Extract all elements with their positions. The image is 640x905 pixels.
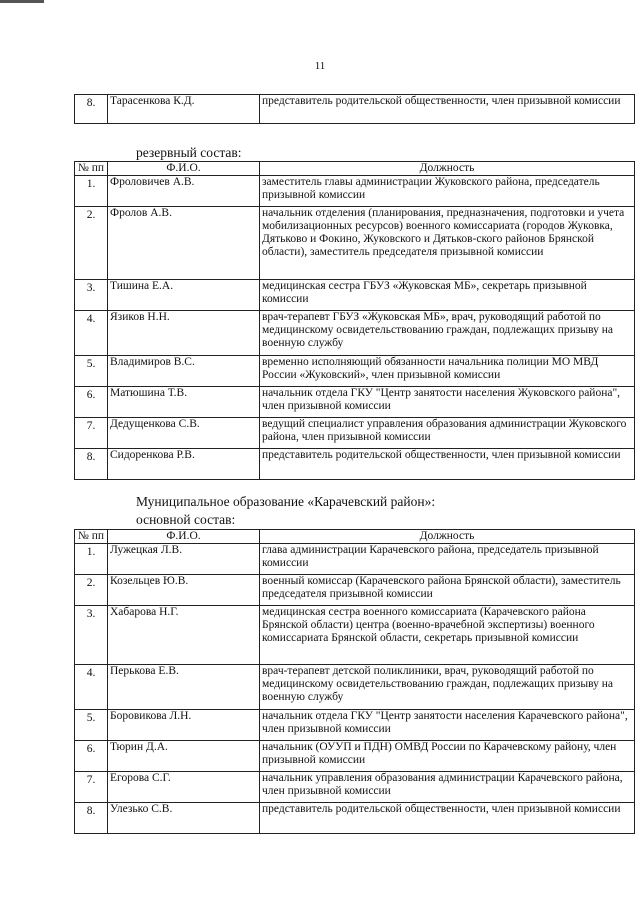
member-name: Фроловичев А.В. <box>108 176 260 207</box>
table-row <box>75 665 635 710</box>
row-number: 4. <box>75 665 108 710</box>
reserve-section-title: резервный состав: <box>136 145 242 160</box>
member-name: Матюшина Т.В. <box>108 387 260 418</box>
row-number: 3. <box>75 280 108 311</box>
header-name: Ф.И.О. <box>108 530 260 544</box>
member-position: врач-терапевт детской поликлиники, врач, руководящий работой по медицинскому освидетельствованию граждан, подлежащих призыву на военную службу <box>260 665 635 710</box>
member-position: представитель родительской общественности, член призывной комиссии <box>260 449 635 480</box>
member-position: представитель родительской общественности, член призывной комиссии <box>260 803 635 834</box>
table-row <box>75 387 635 418</box>
row-number: 4. <box>75 311 108 356</box>
member-name: Язиков Н.Н. <box>108 311 260 356</box>
table-header-row <box>75 530 635 544</box>
member-name: Перькова Е.В. <box>108 665 260 710</box>
row-number: 8. <box>75 449 108 480</box>
member-position: начальник управления образования администрации Карачевского района, член призывной комиссии <box>260 772 635 803</box>
table-row <box>75 803 635 834</box>
table-row <box>75 772 635 803</box>
member-name: Хабарова Н.Г. <box>108 606 260 665</box>
table-header-row <box>75 162 635 176</box>
member-name: Тарасенкова К.Д. <box>108 95 260 124</box>
table-row <box>75 575 635 606</box>
table-row <box>75 606 635 665</box>
row-number: 5. <box>75 710 108 741</box>
table-row <box>75 741 635 772</box>
table-row <box>75 544 635 575</box>
member-position: медицинская сестра военного комиссариата (Карачевского района Брянской области) центра (военно-врачебной экспертизы) военного комиссариата Брянской области, секретарь призывной комиссии <box>260 606 635 665</box>
member-name: Тюрин Д.А. <box>108 741 260 772</box>
member-position: временно исполняющий обязанности начальника полиции МО МВД России «Жуковский», член призывной комиссии <box>260 356 635 387</box>
member-name: Владимиров В.С. <box>108 356 260 387</box>
member-position: начальник отдела ГКУ "Центр занятости населения Жуковского района", член призывной комиссии <box>260 387 635 418</box>
table-row <box>75 95 635 124</box>
member-position: врач-терапевт ГБУЗ «Жуковская МБ», врач, руководящий работой по медицинскому освидетельствованию граждан, подлежащих призыву на военную службу <box>260 311 635 356</box>
row-number: 6. <box>75 741 108 772</box>
table-row <box>75 356 635 387</box>
member-name: Дедущенкова С.В. <box>108 418 260 449</box>
member-position: начальник (ОУУП и ПДН) ОМВД России по Карачевскому району, член призывной комиссии <box>260 741 635 772</box>
header-position: Должность <box>260 162 635 176</box>
row-number: 6. <box>75 387 108 418</box>
header-position: Должность <box>260 530 635 544</box>
row-number: 5. <box>75 356 108 387</box>
member-position: ведущий специалист управления образования администрации Жуковского района, член призывной комиссии <box>260 418 635 449</box>
table-row <box>75 449 635 480</box>
member-name: Фролов А.В. <box>108 207 260 280</box>
row-number: 8. <box>75 803 108 834</box>
table-row <box>75 311 635 356</box>
row-number: 7. <box>75 418 108 449</box>
header-name: Ф.И.О. <box>108 162 260 176</box>
row-number: 8. <box>75 95 108 124</box>
table-row <box>75 418 635 449</box>
header-num: № пп <box>75 162 108 176</box>
row-number: 1. <box>75 176 108 207</box>
row-number: 2. <box>75 575 108 606</box>
row-number: 2. <box>75 207 108 280</box>
member-position: начальник отдела ГКУ "Центр занятости населения Карачевского района", член призывной комиссии <box>260 710 635 741</box>
continued-table <box>74 94 635 124</box>
member-name: Улезько С.В. <box>108 803 260 834</box>
row-number: 3. <box>75 606 108 665</box>
page-number: 11 <box>314 60 326 72</box>
member-position: глава администрации Карачевского района, председатель призывной комиссии <box>260 544 635 575</box>
table-row <box>75 710 635 741</box>
row-number: 7. <box>75 772 108 803</box>
municipality-title: Муниципальное образование «Карачевский район»: <box>136 494 436 509</box>
reserve-table <box>74 161 635 480</box>
member-name: Егорова С.Г. <box>108 772 260 803</box>
member-name: Сидоренкова Р.В. <box>108 449 260 480</box>
scan-corner-mark <box>0 0 44 3</box>
row-number: 1. <box>75 544 108 575</box>
table-row <box>75 207 635 280</box>
member-name: Боровикова Л.Н. <box>108 710 260 741</box>
table-row <box>75 280 635 311</box>
member-position: начальник отделения (планирования, предназначения, подготовки и учета мобилизационных ресурсов) военного комиссариата (городов Жуковка, Дятьково и Фокино, Жуковского и Дятьков-ского районов Брянской области), заместитель председателя призывной комиссии <box>260 207 635 280</box>
karachev-table <box>74 529 635 834</box>
header-num: № пп <box>75 530 108 544</box>
member-position: военный комиссар (Карачевского района Брянской области), заместитель председателя призывной комиссии <box>260 575 635 606</box>
member-position: медицинская сестра ГБУЗ «Жуковская МБ», секретарь призывной комиссии <box>260 280 635 311</box>
main-section-title: основной состав: <box>136 512 236 527</box>
member-name: Лужецкая Л.В. <box>108 544 260 575</box>
member-position: заместитель главы администрации Жуковского района, председатель призывной комиссии <box>260 176 635 207</box>
table-row <box>75 176 635 207</box>
member-name: Козельцев Ю.В. <box>108 575 260 606</box>
member-position: представитель родительской общественности, член призывной комиссии <box>260 95 635 124</box>
member-name: Тишина Е.А. <box>108 280 260 311</box>
